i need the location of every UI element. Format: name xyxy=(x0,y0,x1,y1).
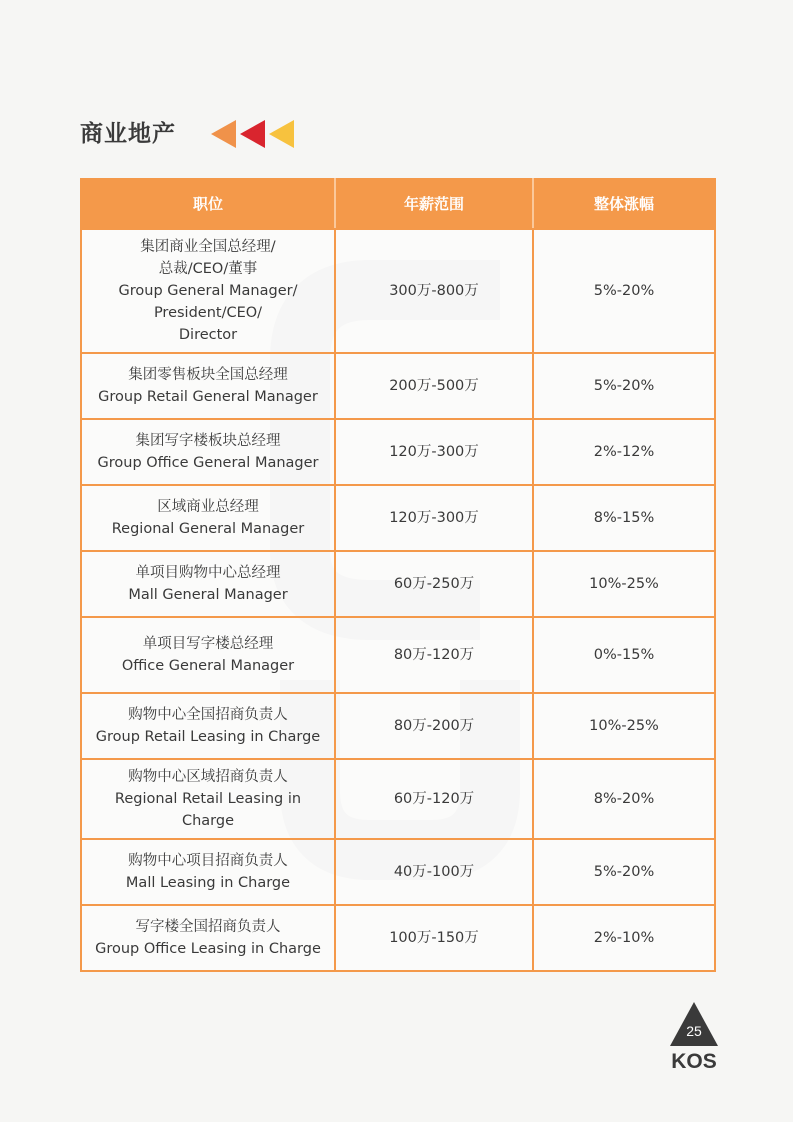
position-cell xyxy=(81,229,335,353)
position-name-en: Mall Leasing in Charge xyxy=(125,875,291,891)
position-name-zh: 写字楼全国招商负责人 xyxy=(135,919,281,935)
position-name-en: Group Office Leasing in Charge xyxy=(95,941,321,957)
arrow-yellow-icon xyxy=(269,120,294,148)
salary-range-cell: 200万-500万 xyxy=(335,353,533,419)
salary-range-cell: 100万-150万 xyxy=(335,905,533,971)
increase-cell: 5%-20% xyxy=(533,229,715,353)
position-name-zh: 单项目写字楼总经理 xyxy=(142,636,274,652)
position-name-zh: 集团写字楼板块总经理 xyxy=(135,433,281,449)
header-increase: 整体涨幅 xyxy=(533,179,715,229)
table-row xyxy=(81,353,715,419)
salary-range-cell: 300万-800万 xyxy=(335,229,533,353)
position-cell xyxy=(81,353,335,419)
position-name-en: Mall General Manager xyxy=(128,587,288,603)
salary-range-cell: 80万-200万 xyxy=(335,693,533,759)
table-row xyxy=(81,485,715,551)
position-cell xyxy=(81,693,335,759)
arrow-red-icon xyxy=(240,120,265,148)
table-header-row xyxy=(81,179,715,229)
position-name-en: Group Office General Manager xyxy=(97,455,319,471)
position-name-zh: 购物中心项目招商负责人 xyxy=(128,853,288,869)
position-cell xyxy=(81,905,335,971)
position-name-en: Group General Manager/ President/CEO/ Director xyxy=(118,283,298,343)
increase-cell: 5%-20% xyxy=(533,353,715,419)
table-row xyxy=(81,693,715,759)
position-name-en: Group Retail General Manager xyxy=(98,389,318,405)
header-position: 职位 xyxy=(81,179,335,229)
table-row xyxy=(81,229,715,353)
position-cell xyxy=(81,617,335,693)
increase-cell: 10%-25% xyxy=(533,693,715,759)
triple-arrow-icon xyxy=(210,118,300,150)
increase-cell: 8%-15% xyxy=(533,485,715,551)
position-name-zh: 集团零售板块全国总经理 xyxy=(128,367,288,383)
table-row xyxy=(81,551,715,617)
table-row xyxy=(81,419,715,485)
table-row xyxy=(81,617,715,693)
salary-table xyxy=(80,178,716,972)
position-cell xyxy=(81,419,335,485)
position-cell xyxy=(81,759,335,839)
position-name-en: Group Retail Leasing in Charge xyxy=(95,729,321,745)
increase-cell: 0%-15% xyxy=(533,617,715,693)
increase-cell: 8%-20% xyxy=(533,759,715,839)
position-name-zh: 区域商业总经理 xyxy=(157,499,259,515)
increase-cell: 2%-10% xyxy=(533,905,715,971)
position-name-en: Office General Manager xyxy=(121,658,295,674)
position-name-en: Regional Retail Leasing in Charge xyxy=(114,791,302,829)
table-row xyxy=(81,905,715,971)
position-name-en: Regional General Manager xyxy=(111,521,305,537)
table-row xyxy=(81,759,715,839)
arrow-orange-icon xyxy=(211,120,236,148)
increase-cell: 5%-20% xyxy=(533,839,715,905)
position-cell xyxy=(81,551,335,617)
section-title: 商业地产 xyxy=(80,121,176,147)
salary-range-cell: 60万-120万 xyxy=(335,759,533,839)
salary-range-cell: 80万-120万 xyxy=(335,617,533,693)
position-name-zh: 集团商业全国总经理/ 总裁/CEO/董事 xyxy=(140,239,276,277)
position-name-zh: 单项目购物中心总经理 xyxy=(135,565,281,581)
table-row xyxy=(81,839,715,905)
position-name-zh: 购物中心区域招商负责人 xyxy=(128,769,288,785)
increase-cell: 2%-12% xyxy=(533,419,715,485)
position-name-zh: 购物中心全国招商负责人 xyxy=(128,707,288,723)
header-salary-range: 年薪范围 xyxy=(335,179,533,229)
salary-range-cell: 120万-300万 xyxy=(335,485,533,551)
salary-range-cell: 60万-250万 xyxy=(335,551,533,617)
increase-cell: 10%-25% xyxy=(533,551,715,617)
salary-range-cell: 40万-100万 xyxy=(335,839,533,905)
position-cell xyxy=(81,839,335,905)
page-number: 25 xyxy=(686,1023,702,1039)
brand-logo-text: KOS xyxy=(671,1050,717,1073)
salary-range-cell: 120万-300万 xyxy=(335,419,533,485)
position-cell xyxy=(81,485,335,551)
